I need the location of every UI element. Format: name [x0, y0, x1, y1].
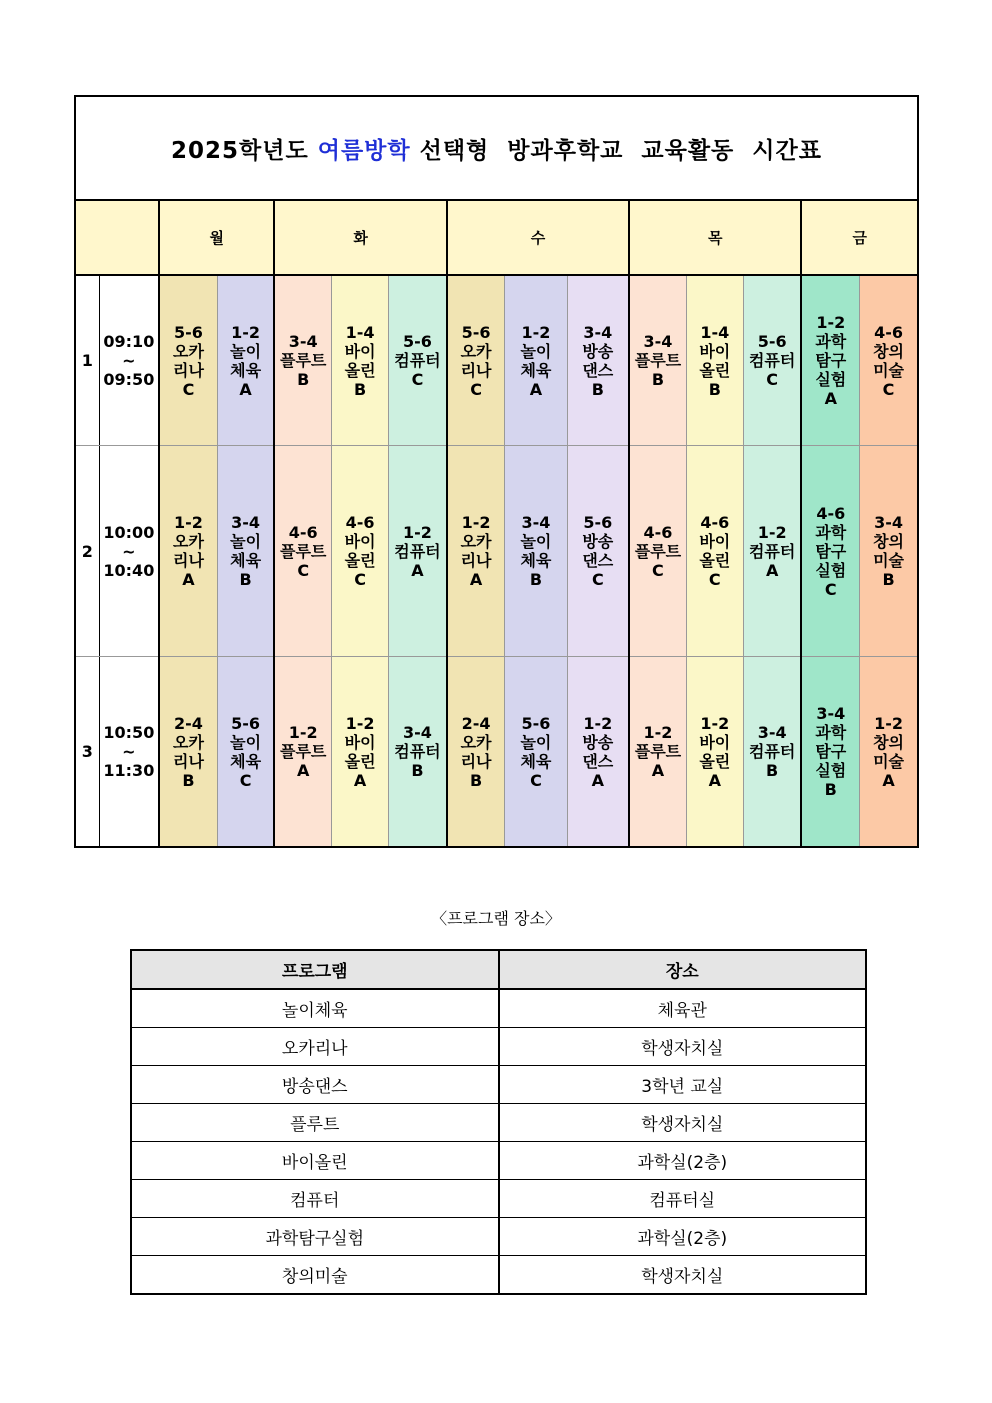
class-cell-line: 1-4 — [700, 322, 730, 342]
class-cell-line: 바이 — [344, 341, 376, 361]
class-cell-line: 컴퓨터 — [394, 541, 441, 561]
class-cell-line: A — [529, 379, 543, 399]
class-cell-line: 3-4 — [288, 332, 318, 351]
period-time-start: 10:00 — [103, 522, 155, 542]
location-row — [131, 1218, 866, 1256]
class-cell-line: 놀이 — [230, 732, 262, 752]
class-cell — [743, 657, 801, 848]
class-cell-line: 5-6 — [583, 513, 613, 532]
class-cell-line: 탐구 — [815, 541, 847, 561]
program-column-header: 프로그램 — [131, 950, 499, 989]
class-cell-line: 과학 — [815, 522, 847, 542]
class-cell-line: B — [882, 570, 895, 589]
class-cell-line: 오카 — [173, 732, 204, 752]
class-cell-line: 5-6 — [174, 322, 203, 342]
class-cell — [217, 275, 274, 446]
location-caption: 〈프로그램 장소〉 — [431, 909, 561, 928]
location-program-cell: 과학탐구실험 — [131, 1218, 499, 1256]
class-cell-line: 플루트 — [634, 541, 682, 561]
location-row — [131, 1180, 866, 1218]
class-cell — [217, 657, 274, 848]
class-cell-line: 플루트 — [634, 742, 682, 761]
class-cell-line: 1-2 — [816, 313, 846, 332]
location-place-cell: 과학실(2층) — [499, 1218, 867, 1256]
class-cell — [159, 657, 217, 848]
class-cell — [629, 657, 686, 848]
class-cell-line: B — [411, 761, 424, 780]
class-cell-line: 컴퓨터 — [394, 742, 441, 761]
class-cell — [505, 275, 567, 446]
class-cell-line: 플루트 — [280, 541, 327, 561]
class-cell-line: A — [182, 570, 195, 589]
class-cell-line: 오카 — [460, 341, 492, 361]
period-time-tilde: ~ — [122, 742, 136, 761]
location-place-cell: 학생자치실 — [499, 1256, 867, 1295]
class-cell-line: A — [708, 770, 721, 790]
class-cell-line: 컴퓨터 — [394, 351, 441, 370]
class-cell-line: 1-2 — [700, 713, 730, 733]
period-number: 2 — [75, 446, 99, 657]
class-cell-line: 1-2 — [174, 513, 203, 532]
class-cell-line: 3-4 — [521, 513, 551, 532]
class-cell-line: B — [591, 379, 604, 399]
class-cell-line: A — [239, 379, 252, 399]
class-cell-line: B — [239, 570, 252, 589]
period-time-end: 10:40 — [103, 560, 155, 580]
class-cell — [860, 657, 918, 848]
class-cell-line: 오카 — [173, 532, 204, 551]
class-cell-line: 체육 — [230, 551, 262, 570]
class-cell-line: 3-4 — [402, 723, 432, 742]
class-cell — [447, 657, 505, 848]
class-cell-line: 2-4 — [461, 713, 491, 733]
class-cell-line: A — [297, 761, 310, 780]
day-header-thu: 목 — [629, 200, 801, 275]
class-cell-line: C — [766, 370, 779, 389]
period-time — [99, 657, 159, 848]
class-cell-line: C — [708, 570, 721, 589]
class-cell-line: 플루트 — [280, 742, 327, 761]
period-row-2 — [75, 446, 918, 657]
class-cell-line: 5-6 — [402, 332, 432, 351]
class-cell-line: C — [297, 560, 310, 580]
class-cell — [389, 446, 447, 657]
class-cell — [860, 446, 918, 657]
class-cell-line: 리나 — [173, 551, 204, 570]
page-title — [75, 96, 918, 200]
location-place-cell: 컴퓨터실 — [499, 1180, 867, 1218]
location-row — [131, 1142, 866, 1180]
class-cell — [629, 275, 686, 446]
class-cell-line: C — [411, 370, 424, 389]
class-cell-line: 리나 — [173, 751, 204, 771]
period-row-1 — [75, 275, 918, 446]
title-prefix: 2025학년도 — [171, 137, 318, 164]
class-cell-line: 댄스 — [582, 551, 614, 570]
class-cell-line: B — [297, 370, 310, 389]
day-header-mon: 월 — [159, 200, 274, 275]
location-row — [131, 1256, 866, 1295]
day-header-row — [75, 200, 918, 275]
class-cell-line: 올린 — [699, 360, 731, 380]
class-cell-line: 컴퓨터 — [748, 742, 796, 761]
class-cell-line: 1-2 — [288, 723, 318, 742]
class-cell-line: C — [882, 379, 895, 399]
class-cell — [801, 446, 859, 657]
class-cell-line: C — [824, 579, 837, 599]
class-cell-line: 창의 — [873, 341, 904, 361]
class-cell — [505, 446, 567, 657]
class-cell-line: B — [182, 770, 195, 790]
day-header-wed: 수 — [447, 200, 629, 275]
class-cell-line: B — [651, 370, 665, 389]
class-cell-line: 1-2 — [521, 322, 551, 342]
class-cell-line: 4-6 — [643, 522, 673, 542]
class-cell-line: B — [353, 379, 367, 399]
class-cell-line: A — [353, 770, 367, 790]
class-cell-line: 3-4 — [643, 332, 673, 351]
class-cell — [686, 446, 743, 657]
class-cell — [629, 446, 686, 657]
location-row — [131, 1028, 866, 1066]
class-cell — [505, 657, 567, 848]
class-cell-line: 놀이 — [520, 732, 552, 752]
period-time — [99, 446, 159, 657]
class-cell-line: 미술 — [873, 360, 904, 380]
class-cell-line: A — [651, 761, 665, 780]
location-row — [131, 1104, 866, 1142]
class-cell-line: 바이 — [344, 732, 376, 752]
class-cell-line: 바이 — [344, 532, 376, 551]
class-cell-line: B — [766, 761, 779, 780]
location-program-cell: 컴퓨터 — [131, 1180, 499, 1218]
class-cell — [567, 275, 629, 446]
class-cell-line: 3-4 — [231, 513, 261, 532]
class-cell-line: 탐구 — [815, 742, 847, 761]
class-cell — [217, 446, 274, 657]
class-cell-line: 실험 — [815, 560, 847, 580]
class-cell-line: 1-2 — [231, 322, 261, 342]
timetable — [74, 95, 919, 848]
class-cell — [686, 275, 743, 446]
location-header-row — [131, 950, 866, 989]
class-cell-line: B — [708, 379, 721, 399]
class-cell — [567, 446, 629, 657]
class-cell-line: 4-6 — [288, 522, 318, 542]
class-cell-line: 창의 — [873, 732, 904, 752]
class-cell — [686, 657, 743, 848]
class-cell-line: 3-4 — [874, 513, 903, 532]
class-cell — [159, 275, 217, 446]
class-cell — [801, 275, 859, 446]
class-cell-line: A — [882, 770, 895, 790]
title-suffix: 선택형 방과후학교 교육활동 시간표 — [410, 137, 822, 164]
class-cell-line: 방송 — [582, 532, 614, 551]
class-cell — [332, 275, 389, 446]
class-cell — [801, 657, 859, 848]
class-cell-line: 오카 — [173, 341, 204, 361]
location-place-cell: 3학년 교실 — [499, 1066, 867, 1104]
class-cell-line: 3-4 — [583, 322, 613, 342]
class-cell-line: 체육 — [520, 751, 552, 771]
class-cell — [274, 446, 331, 657]
class-cell-line: 1-2 — [402, 522, 432, 542]
location-program-cell: 오카리나 — [131, 1028, 499, 1066]
class-cell-line: 과학 — [815, 723, 847, 742]
class-cell-line: C — [182, 379, 195, 399]
period-time-start: 09:10 — [103, 332, 155, 351]
class-cell-line: C — [470, 379, 482, 399]
location-program-cell: 창의미술 — [131, 1256, 499, 1295]
class-cell-line: A — [411, 560, 424, 580]
location-place-cell: 체육관 — [499, 989, 867, 1028]
class-cell-line: 체육 — [520, 551, 552, 570]
class-cell-line: B — [469, 770, 483, 790]
location-row — [131, 989, 866, 1028]
period-time-end: 09:50 — [103, 370, 155, 389]
period-row-3 — [75, 657, 918, 848]
class-cell-line: 1-2 — [461, 513, 491, 532]
class-cell-line: 체육 — [520, 360, 552, 380]
day-header-fri: 금 — [801, 200, 918, 275]
location-place-cell: 학생자치실 — [499, 1104, 867, 1142]
period-time-start: 10:50 — [103, 723, 155, 742]
period-time-end: 11:30 — [103, 761, 155, 780]
class-cell-line: 올린 — [699, 751, 731, 771]
class-cell-line: 체육 — [230, 360, 262, 380]
class-cell-line: 오카 — [460, 732, 492, 752]
class-cell-line: 실험 — [815, 761, 847, 780]
day-header-tue: 화 — [274, 200, 446, 275]
class-cell-line: 리나 — [173, 360, 204, 380]
class-cell-line: 올린 — [344, 751, 376, 771]
period-number: 1 — [75, 275, 99, 446]
place-column-header: 장소 — [499, 950, 867, 989]
class-cell-line: 댄스 — [582, 360, 614, 380]
class-cell-line: A — [469, 570, 483, 589]
class-cell-line: 바이 — [699, 341, 731, 361]
class-cell-line: 5-6 — [231, 713, 261, 733]
class-cell — [743, 446, 801, 657]
location-row — [131, 1066, 866, 1104]
class-cell-line: 1-2 — [583, 713, 613, 733]
period-time-tilde: ~ — [122, 351, 136, 370]
corner-cell — [75, 200, 159, 275]
class-cell-line: 미술 — [873, 751, 904, 771]
class-cell-line: C — [530, 770, 542, 790]
class-cell-line: 2-4 — [174, 713, 203, 733]
class-cell-line: 놀이 — [230, 341, 262, 361]
class-cell-line: 리나 — [460, 360, 492, 380]
class-cell-line: C — [591, 570, 604, 589]
class-cell-line: 바이 — [699, 532, 731, 551]
class-cell — [743, 275, 801, 446]
class-cell-line: A — [765, 560, 779, 580]
class-cell-line: 5-6 — [461, 322, 491, 342]
class-cell-line: 바이 — [699, 732, 731, 752]
class-cell-line: 창의 — [873, 532, 904, 551]
class-cell-line: 5-6 — [757, 332, 787, 351]
class-cell-line: 1-2 — [345, 713, 375, 733]
class-cell — [860, 275, 918, 446]
class-cell-line: 실험 — [815, 370, 847, 389]
class-cell-line: 놀이 — [520, 532, 552, 551]
class-cell-line: 플루트 — [280, 351, 327, 370]
class-cell-line: 미술 — [873, 551, 904, 570]
class-cell-line: 5-6 — [521, 713, 551, 733]
class-cell-line: A — [824, 389, 837, 408]
class-cell-line: 4-6 — [345, 513, 375, 532]
class-cell-line: 리나 — [460, 751, 492, 771]
class-cell-line: 1-4 — [345, 322, 375, 342]
class-cell — [389, 275, 447, 446]
class-cell-line: A — [591, 770, 604, 790]
class-cell — [447, 275, 505, 446]
class-cell-line: 방송 — [582, 341, 614, 361]
class-cell-line: C — [239, 770, 252, 790]
title-highlight: 여름방학 — [317, 137, 411, 164]
class-cell-line: 3-4 — [757, 723, 787, 742]
period-number: 3 — [75, 657, 99, 848]
class-cell-line: 탐구 — [815, 351, 847, 370]
class-cell-line: 올린 — [344, 360, 376, 380]
class-cell-line: 오카 — [460, 532, 492, 551]
class-cell — [332, 446, 389, 657]
class-cell-line: C — [652, 560, 664, 580]
class-cell-line: 컴퓨터 — [748, 351, 796, 370]
period-time — [99, 275, 159, 446]
period-time-tilde: ~ — [122, 541, 136, 561]
class-cell-line: C — [354, 570, 366, 589]
location-program-cell: 방송댄스 — [131, 1066, 499, 1104]
location-place-cell: 학생자치실 — [499, 1028, 867, 1066]
class-cell-line: 올린 — [344, 551, 376, 570]
class-cell-line: 컴퓨터 — [748, 541, 796, 561]
class-cell — [447, 446, 505, 657]
class-cell-line: 체육 — [230, 751, 262, 771]
class-cell — [389, 657, 447, 848]
class-cell — [567, 657, 629, 848]
class-cell-line: 1-2 — [643, 723, 673, 742]
location-place-cell: 과학실(2층) — [499, 1142, 867, 1180]
location-program-cell: 놀이체육 — [131, 989, 499, 1028]
class-cell-line: 4-6 — [874, 322, 903, 342]
class-cell-line: 1-2 — [874, 713, 903, 733]
class-cell-line: 리나 — [460, 551, 492, 570]
class-cell-line: 과학 — [815, 332, 847, 351]
class-cell-line: 3-4 — [816, 704, 846, 723]
class-cell-line: 4-6 — [816, 503, 846, 523]
class-cell-line: 플루트 — [634, 351, 682, 370]
class-cell-line: 1-2 — [757, 522, 787, 542]
class-cell-line: 방송 — [582, 732, 614, 752]
location-table — [130, 949, 867, 1295]
class-cell-line: 4-6 — [700, 513, 730, 532]
class-cell — [274, 275, 331, 446]
location-program-cell: 플루트 — [131, 1104, 499, 1142]
class-cell-line: 놀이 — [230, 532, 262, 551]
class-cell-line: 댄스 — [582, 751, 614, 771]
class-cell-line: B — [529, 570, 543, 589]
location-program-cell: 바이올린 — [131, 1142, 499, 1180]
class-cell — [274, 657, 331, 848]
class-cell-line: 놀이 — [520, 341, 552, 361]
class-cell-line: B — [824, 780, 837, 799]
class-cell — [159, 446, 217, 657]
class-cell — [332, 657, 389, 848]
class-cell-line: 올린 — [699, 551, 731, 570]
